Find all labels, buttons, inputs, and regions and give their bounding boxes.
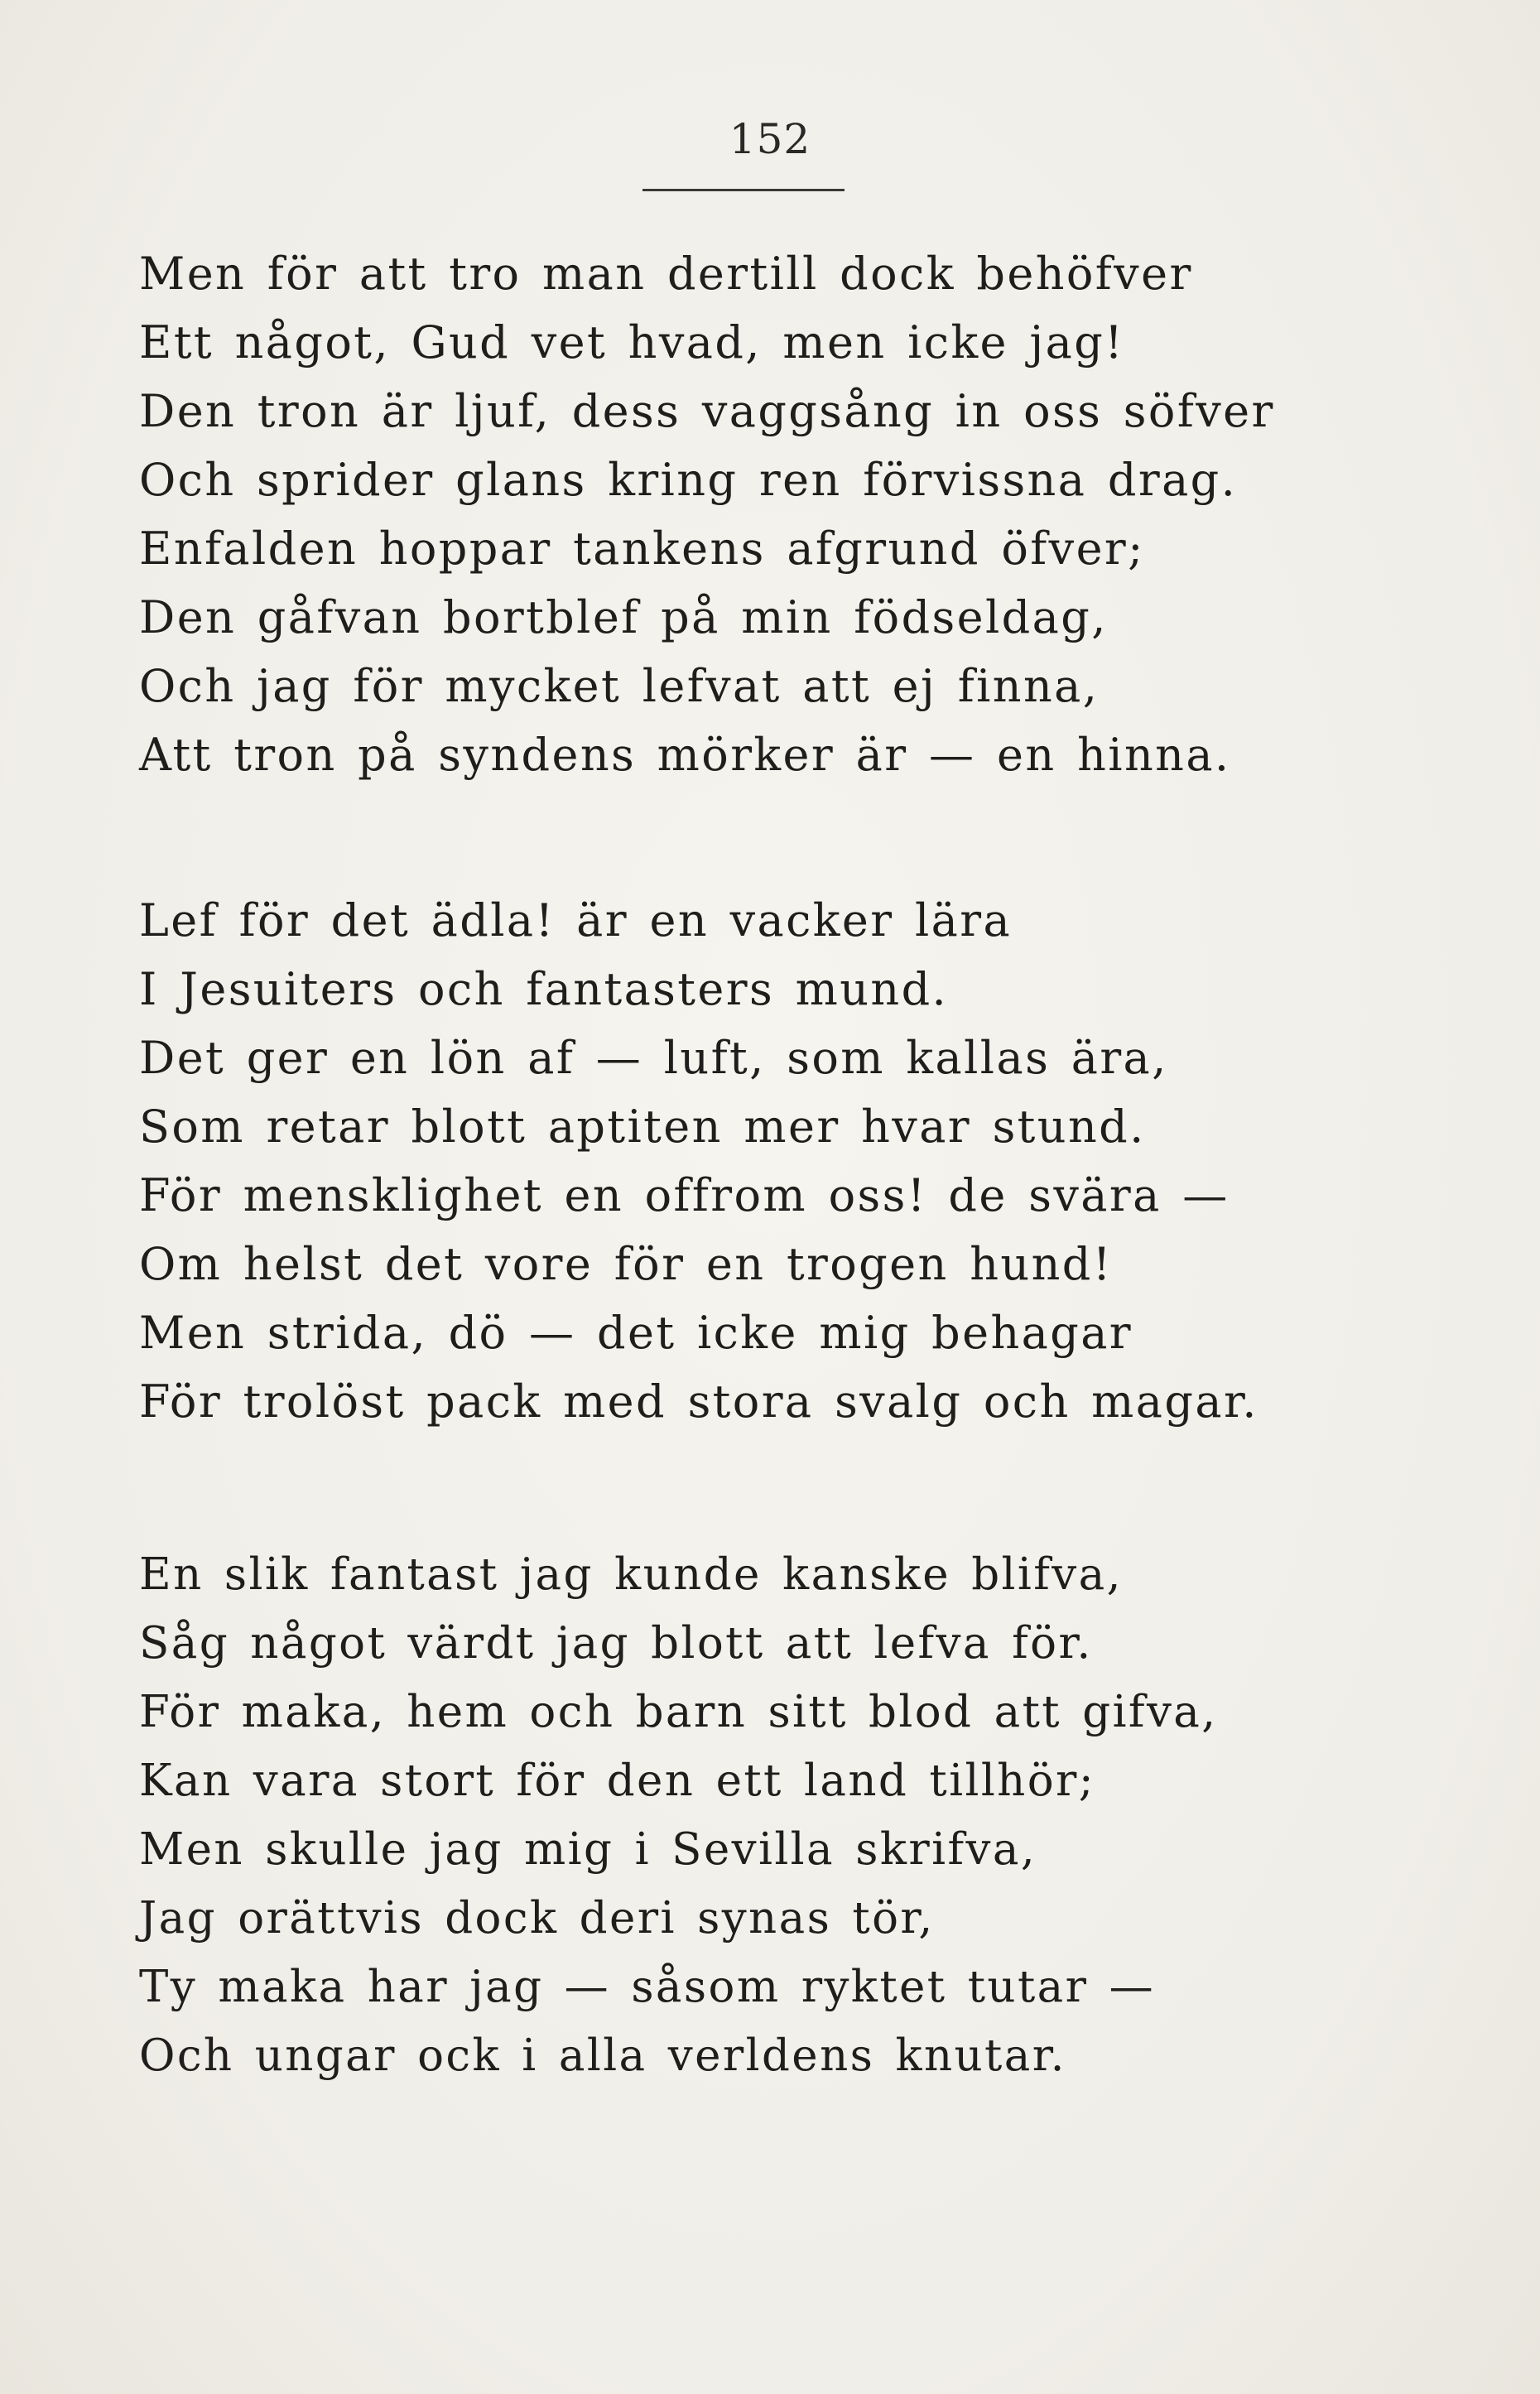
verse-line: Och ungar ock i alla verldens knutar. <box>139 2030 1066 2081</box>
verse-line: För maka, hem och barn sitt blod att gifva, <box>139 1687 1218 1737</box>
verse-line: Och sprider glans kring ren förvissna drag. <box>139 454 1238 506</box>
stanza-1 <box>139 239 1431 789</box>
verse-line: Men strida, dö — det icke mig behagar <box>139 1307 1133 1359</box>
verse-line: Den gåfvan bortblef på min födseldag, <box>139 591 1108 643</box>
verse-line: Den tron är ljuf, dess vaggsång in oss söfver <box>139 385 1275 437</box>
verse-line: Ett något, Gud vet hvad, men icke jag! <box>139 316 1125 368</box>
verse-line: Att tron på syndens mörker är — en hinna. <box>139 729 1231 781</box>
verse-line: Som retar blott aptiten mer hvar stund. <box>139 1101 1146 1153</box>
header-rule <box>642 189 845 191</box>
page-number: 152 <box>729 115 811 163</box>
verse-line: En slik fantast jag kunde kanske blifva, <box>139 1549 1123 1600</box>
verse-line: Men skulle jag mig i Sevilla skrifva, <box>139 1824 1037 1875</box>
verse-line: Och jag för mycket lefvat att ej finna, <box>139 660 1100 712</box>
verse-line: För trolöst pack med stora svalg och magar. <box>139 1375 1258 1428</box>
verse-line: Enfalden hoppar tankens afgrund öfver; <box>139 523 1145 575</box>
stanza-3 <box>139 1540 1431 2090</box>
verse-line: För mensklighet en offrom oss! de svära — <box>139 1169 1230 1221</box>
verse-line: Jag orättvis dock deri synas tör, <box>139 1893 935 1944</box>
stanza-2 <box>139 886 1431 1436</box>
verse-line: Men för att tro man dertill dock behöfver <box>139 248 1193 300</box>
verse-line: Om helst det vore för en trogen hund! <box>139 1238 1113 1290</box>
verse-line: Ty maka har jag — såsom ryktet tutar — <box>139 1962 1156 2012</box>
verse-line: Lef för det ädla! är en vacker lära <box>139 894 1013 947</box>
verse-line: I Jesuiters och fantasters mund. <box>139 963 949 1015</box>
verse-line: Det ger en lön af — luft, som kallas ära, <box>139 1032 1168 1084</box>
verse-line: Kan vara stort för den ett land tillhör; <box>139 1756 1096 1806</box>
verse-line: Såg något värdt jag blott att lefva för. <box>139 1618 1093 1669</box>
